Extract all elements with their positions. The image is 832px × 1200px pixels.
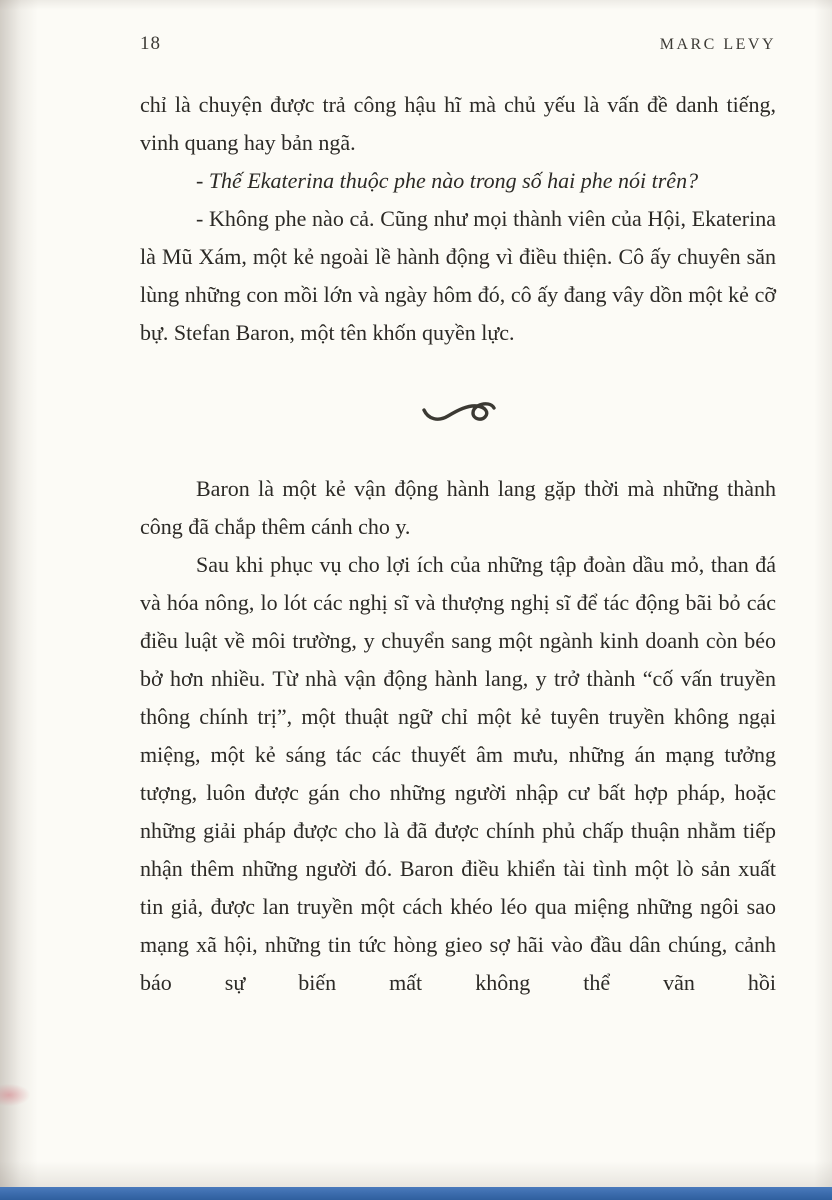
section-divider-swash-icon [420, 396, 496, 426]
bottom-blue-strip [0, 1187, 832, 1200]
dialogue-question: - Thế Ekaterina thuộc phe nào trong số hai phe nói trên? [196, 168, 699, 193]
section-divider [140, 352, 776, 470]
paragraph-continuation: chỉ là chuyện được trả công hậu hĩ mà chủ yếu là vấn đề danh tiếng, vinh quang hay bản ngã. [140, 92, 776, 155]
paragraph-baron-intro: Baron là một kẻ vận động hành lang gặp thời mà những thành công đã chắp thêm cánh cho y. [140, 476, 776, 539]
page-number: 18 [140, 33, 161, 54]
dialogue-reply: - Không phe nào cả. Cũng như mọi thành viên của Hội, Ekaterina là Mũ Xám, một kẻ ngoài lề hành động vì điều thiện. Cô ấy chuyên săn lùng những con mồi lớn và ngày hôm đó, cô ấy đang vây dồn một kẻ cỡ bự. Stefan Baron, một tên khốn quyền lực. [140, 206, 776, 345]
page-left-edge-shadow [0, 0, 38, 1200]
paragraph-baron-career: Sau khi phục vụ cho lợi ích của những tập đoàn dầu mỏ, than đá và hóa nông, lo lót các nghị sĩ và thượng nghị sĩ để tác động bãi bỏ các điều luật về môi trường, y chuyển sang một ngành kinh doanh còn béo bở hơn nhiều. Từ nhà vận động hành lang, y trở thành “cố vấn truyền thông chính trị”, một thuật ngữ chỉ một kẻ tuyên truyền không ngại miệng, một kẻ sáng tác các thuyết âm mưu, những án mạng tưởng tượng, luôn được gán cho những người nhập cư bất hợp pháp, hoặc những giải pháp được cho là đã được chính phủ chấp thuận nhằm tiếp nhận thêm những người đó. Baron điều khiển tài tình một lò sản xuất tin giả, được lan truyền một cách khéo léo qua miệng những ngôi sao mạng xã hội, những tin tức hòng gieo sợ hãi vào đầu dân chúng, cảnh báo sự biến mất không thể vãn hồi [140, 552, 776, 995]
page-right-edge-shadow [814, 0, 832, 1200]
body-text [140, 86, 776, 1002]
running-head-author: MARC LEVY [659, 36, 776, 53]
page-edge-mark [0, 1084, 30, 1106]
page-top-edge-shadow [0, 0, 832, 10]
page-bottom-shade [0, 1161, 832, 1187]
running-head [140, 33, 776, 55]
